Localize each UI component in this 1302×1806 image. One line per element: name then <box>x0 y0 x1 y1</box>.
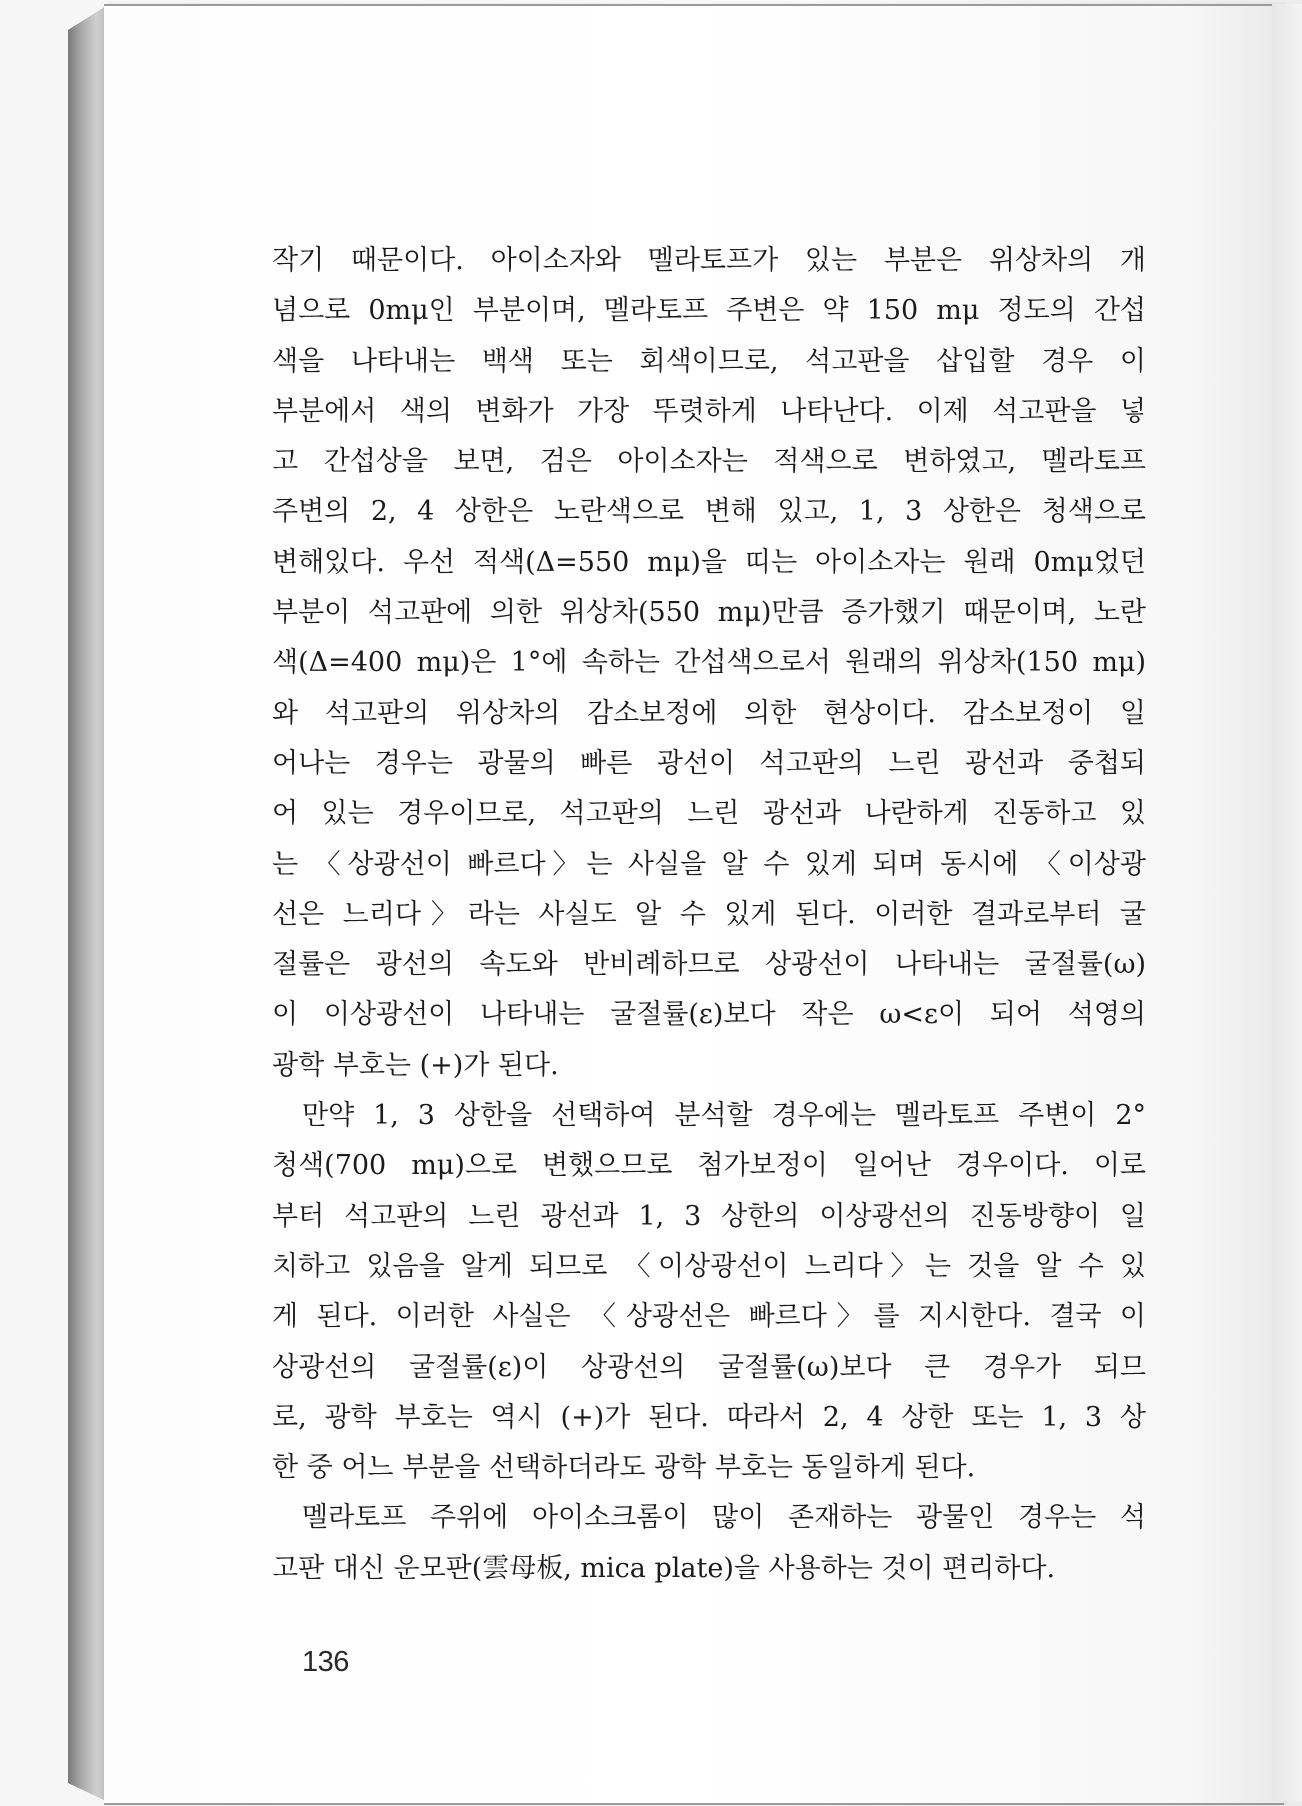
text-line: 만약 1, 3 상한을 선택하여 분석할 경우에는 멜라토프 주변이 2° <box>302 1100 1146 1132</box>
text-line: 로, 광학 부호는 역시 (+)가 된다. 따라서 2, 4 상한 또는 1, 3 상 <box>272 1401 1146 1433</box>
book-spine <box>68 6 106 1801</box>
text-line: 고 간섭상을 보면, 검은 아이소자는 적색으로 변하였고, 멜라토프 <box>272 446 1146 478</box>
text-line: 광학 부호는 (+)가 된다. <box>272 1049 559 1081</box>
text-line: 는 〈상광선이 빠르다〉는 사실을 알 수 있게 되며 동시에 〈이상광 <box>272 848 1146 880</box>
body-text <box>272 236 1146 1594</box>
page-edge-shadow <box>1272 4 1302 1801</box>
text-line: 고판 대신 운모판(雲母板, mica plate)을 사용하는 것이 편리하다. <box>272 1552 1056 1584</box>
text-line: 어 있는 경우이므로, 석고판의 느린 광선과 나란하게 진동하고 있 <box>272 798 1146 830</box>
text-line: 이 이상광선이 나타내는 굴절률(ε)보다 작은 ω<ε이 되어 석영의 <box>272 999 1146 1031</box>
paragraph <box>272 236 1146 1091</box>
text-line: 색(Δ=400 mμ)은 1°에 속하는 간섭색으로서 원래의 위상차(150 mμ) <box>272 647 1146 679</box>
text-line: 변해있다. 우선 적색(Δ=550 mμ)을 띠는 아이소자는 원래 0mμ었던 <box>272 546 1146 578</box>
text-line: 한 중 어느 부분을 선택하더라도 광학 부호는 동일하게 된다. <box>272 1452 976 1484</box>
text-line: 색을 나타내는 백색 또는 회색이므로, 석고판을 삽입할 경우 이 <box>272 345 1146 377</box>
text-line: 주변의 2, 4 상한은 노란색으로 변해 있고, 1, 3 상한은 청색으로 <box>272 496 1146 528</box>
text-line: 념으로 0mμ인 부분이며, 멜라토프 주변은 약 150 mμ 정도의 간섭 <box>272 295 1146 327</box>
text-line: 부분이 석고판에 의한 위상차(550 mμ)만큼 증가했기 때문이며, 노란 <box>272 597 1146 629</box>
text-line: 작기 때문이다. 아이소자와 멜라토프가 있는 부분은 위상차의 개 <box>272 245 1146 276</box>
paragraph <box>272 1493 1146 1594</box>
paragraph <box>272 1091 1146 1493</box>
text-line: 어나는 경우는 광물의 빠른 광선이 석고판의 느린 광선과 중첩되 <box>272 747 1146 779</box>
text-line: 상광선의 굴절률(ε)이 상광선의 굴절률(ω)보다 큰 경우가 되므 <box>272 1351 1146 1383</box>
text-line: 부터 석고판의 느린 광선과 1, 3 상한의 이상광선의 진동방향이 일 <box>272 1200 1146 1232</box>
text-line: 절률은 광선의 속도와 반비례하므로 상광선이 나타내는 굴절률(ω) <box>272 949 1146 981</box>
text-line: 청색(700 mμ)으로 변했으므로 첨가보정이 일어난 경우이다. 이로 <box>272 1150 1146 1182</box>
text-line: 와 석고판의 위상차의 감소보정에 의한 현상이다. 감소보정이 일 <box>272 697 1146 729</box>
text-line: 부분에서 색의 변화가 가장 뚜렷하게 나타난다. 이제 석고판을 넣 <box>272 395 1146 427</box>
text-line: 멜라토프 주위에 아이소크롬이 많이 존재하는 광물인 경우는 석 <box>302 1502 1146 1534</box>
text-line: 게 된다. 이러한 사실은 〈상광선은 빠르다〉를 지시한다. 결국 이 <box>272 1301 1146 1333</box>
text-line: 치하고 있음을 알게 되므로 〈이상광선이 느리다〉는 것을 알 수 있 <box>272 1250 1146 1282</box>
page-number: 136 <box>302 1646 349 1678</box>
text-line: 선은 느리다〉라는 사실도 알 수 있게 된다. 이러한 결과로부터 굴 <box>272 898 1146 930</box>
